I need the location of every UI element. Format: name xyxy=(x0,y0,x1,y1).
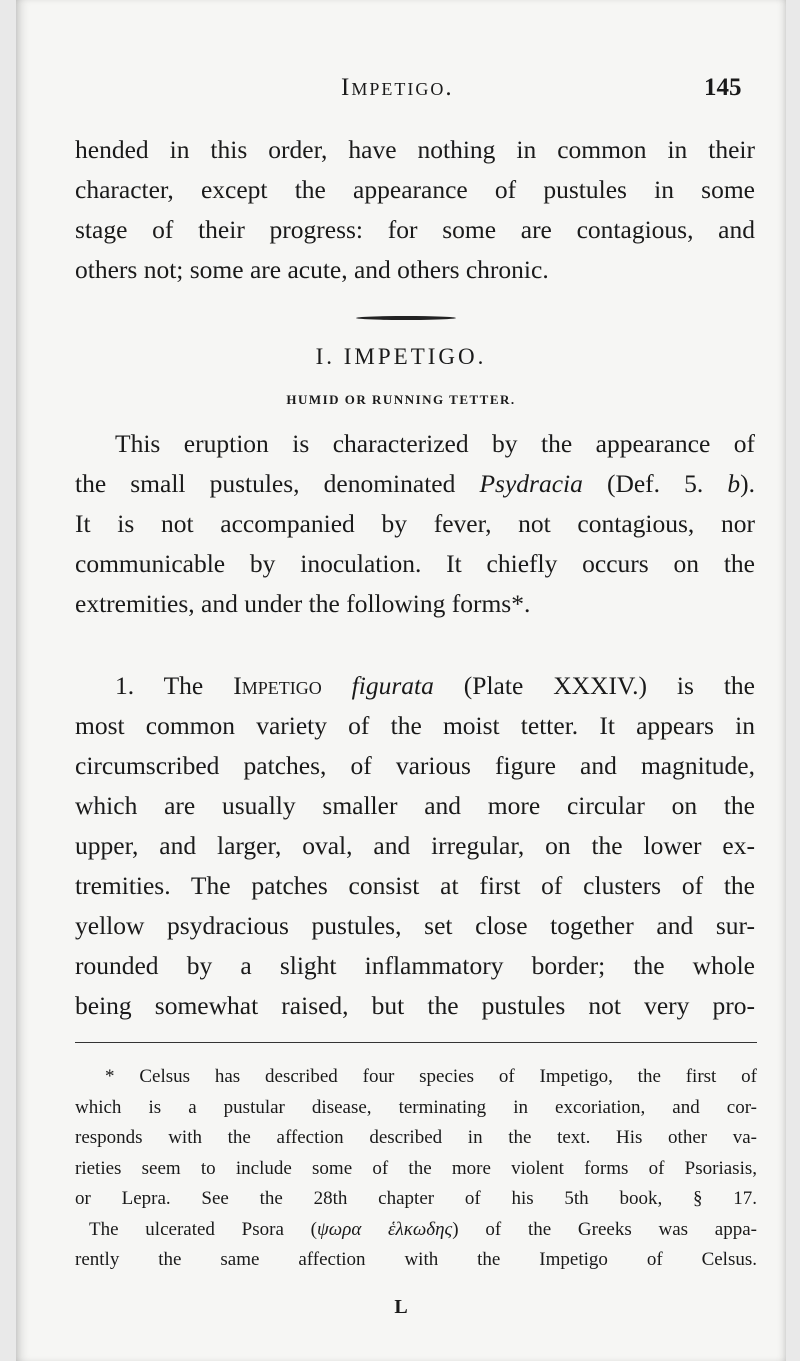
footnote-line xyxy=(75,1215,757,1246)
text-line: hended in this order, have nothing in common in their xyxy=(75,135,755,164)
text-span: 1. The xyxy=(115,671,234,700)
section-subheading: HUMID OR RUNNING TETTER. xyxy=(286,392,516,407)
intro-paragraph xyxy=(75,130,755,290)
variety-paragraph xyxy=(75,666,755,1026)
text-line: communicable by inoculation. It chiefly occurs on the xyxy=(75,549,755,578)
running-head xyxy=(16,70,786,110)
text-line: circumscribed patches, of various figure and magnitude, xyxy=(75,751,755,780)
text-line: character, except the appearance of pustules in some xyxy=(75,175,755,204)
text-line xyxy=(75,666,755,706)
text-span: ). xyxy=(740,469,755,498)
page-number: 145 xyxy=(704,74,742,101)
footnote-rule xyxy=(75,1042,757,1043)
term-psydracia: Psydracia xyxy=(479,469,583,498)
text-span: (Plate XXXIV.) is the xyxy=(433,671,756,700)
text-span: The ulcerated Psora ( xyxy=(89,1218,317,1240)
text-line: being somewhat raised, but the pustules not very pro- xyxy=(75,991,755,1020)
footnote-line: rieties seem to include some of the more violent forms of Psoriasis, xyxy=(75,1157,757,1179)
section-ornament xyxy=(356,316,456,320)
definition-ref: b xyxy=(727,469,741,498)
text-line: which are usually smaller and more circular on the xyxy=(75,791,755,820)
text-span: the small pustules, denominated xyxy=(75,469,480,498)
text-line: most common variety of the moist tetter. It appears in xyxy=(75,711,755,740)
term-figurata: figurata xyxy=(351,671,434,700)
footnote-line: responds with the affection described in the text. His other va- xyxy=(75,1127,757,1148)
section-heading: I. IMPETIGO. xyxy=(315,344,487,369)
text-line: extremities, and under the following forms*. xyxy=(75,589,531,618)
text-span: (Def. 5. xyxy=(582,469,728,498)
running-title: Impetigo. xyxy=(341,74,454,101)
text-line: rounded by a slight inflammatory border; the whole xyxy=(75,951,755,980)
text-span xyxy=(322,671,352,700)
text-line: This eruption is characterized by the appearance of xyxy=(115,429,755,458)
footnote-line: which is a pustular disease, terminating in excoriation, and cor- xyxy=(75,1096,757,1118)
text-line: yellow psydracious pustules, set close together and sur- xyxy=(75,911,755,940)
variety-name: Impetigo xyxy=(233,671,322,700)
book-page xyxy=(16,0,786,1361)
footnote xyxy=(75,1062,757,1276)
footnote-line: or Lepra. See the 28th chapter of his 5th book, § 17. xyxy=(75,1188,757,1209)
footnote-line: rently the same affection with the Impetigo of Celsus. xyxy=(75,1249,757,1270)
text-line: It is not accompanied by fever, not contagious, nor xyxy=(75,509,755,538)
text-line: tremities. The patches consist at first of clusters of the xyxy=(75,871,755,900)
text-line: others not; some are acute, and others chronic. xyxy=(75,255,549,284)
text-line xyxy=(75,464,755,504)
text-line: stage of their progress: for some are contagious, and xyxy=(75,215,755,244)
description-paragraph xyxy=(75,424,755,624)
text-line: upper, and larger, oval, and irregular, on the lower ex- xyxy=(75,831,755,860)
text-span: ) of the Greeks was appa- xyxy=(452,1218,757,1240)
signature-mark: L xyxy=(394,1296,408,1318)
footnote-line: * Celsus has described four species of Impetigo, the first of xyxy=(105,1066,757,1087)
greek-term: ψωρα ἑλκωδης xyxy=(316,1218,453,1240)
